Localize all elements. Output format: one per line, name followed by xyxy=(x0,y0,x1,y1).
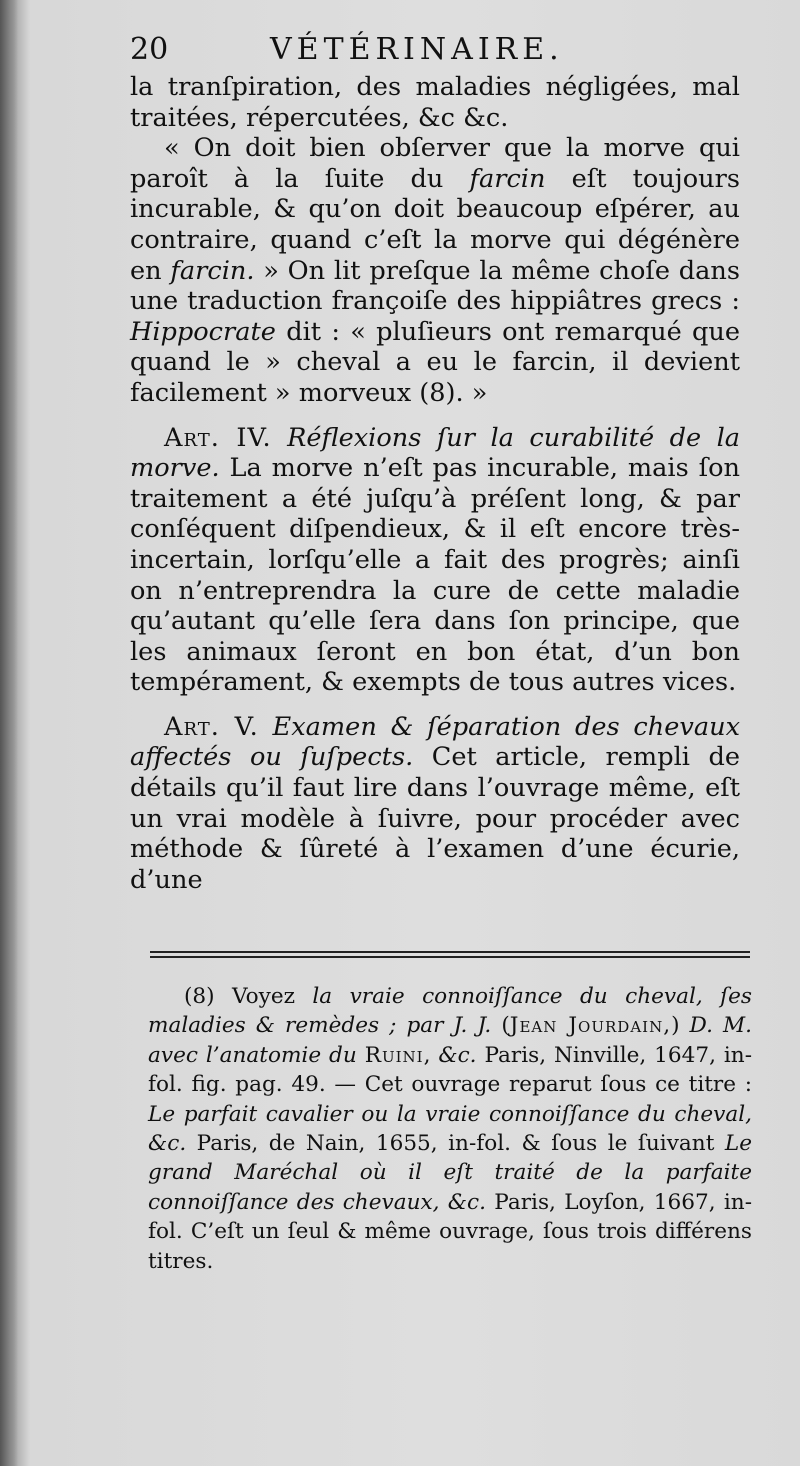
footnote-italic: Le grand Maréchal où il eſt traité de la parfaite connoiſſance des chevaux, &c. xyxy=(148,1131,752,1215)
footnote-text xyxy=(357,1043,365,1068)
footnote-author: Ruini xyxy=(364,1042,424,1068)
quote-text: » On lit preſque la même choſe dans une traduction françoiſe des hippiâtres grecs : xyxy=(130,255,740,317)
paragraph-continuation xyxy=(130,72,740,133)
footnote-text: , xyxy=(423,1042,439,1068)
article-label: Art. V. xyxy=(164,711,259,742)
article-text: La morve n’eſt pas incurable, mais ſon traitement a été juſqu’à préſent long, & par conſéquent diſpendieux, & il eſt encore très-incertain, lorſqu’elle a fait des progrès; ainſi on n’entreprendra la cure de cette maladie qu’autant qu’elle ſera dans ſon principe, que les animaux ſeront en bon état, d’un bon tempérament, & exempts de tous autres vices. xyxy=(130,453,740,698)
paragraph-quote xyxy=(130,133,740,408)
quote-text: « On doit bien obſerver que la morve qui paroît à la ſuite du xyxy=(130,133,740,194)
quote-text: eſt toujours incurable, & qu’on doit beaucoup eſpérer, au contraire, quand c’eſt la morve qui dégénère en xyxy=(130,163,740,286)
page-header xyxy=(130,30,760,70)
footnote-text: ) xyxy=(671,1013,690,1039)
article-title: Réflexions ſur la curabilité de la morve. xyxy=(130,422,741,484)
footnote-italic: D. M. xyxy=(689,1013,752,1039)
italic-term: farcin. xyxy=(170,255,255,286)
footnote-text: ( xyxy=(491,1013,510,1039)
footnote-text: (8) Voyez xyxy=(184,984,313,1009)
footnote-italic: la vraie connoiſſance du cheval, ſes maladies & remèdes ; par J. J. xyxy=(148,984,752,1039)
article-title: Examen & ſéparation des chevaux affectés ou ſuſpects. xyxy=(130,711,740,773)
footnote-8 xyxy=(148,982,752,1276)
footnote-text: Paris, de Nain, 1655, in-fol. & ſous le ſuivant xyxy=(186,1131,725,1157)
page-number: 20 xyxy=(130,32,169,67)
paragraph-text: la tranſpiration, des maladies négligées, mal traitées, répercutées, &c &c. xyxy=(130,72,740,133)
footnote-divider xyxy=(150,951,750,958)
article-5 xyxy=(130,712,740,896)
footnote-italic: &c. xyxy=(438,1042,477,1068)
quote-text: dit : « pluſieurs ont remarqué que quand le » cheval a eu le farcin, il devient facilement » morveux (8). » xyxy=(130,316,740,408)
italic-name: Hippocrate xyxy=(130,316,276,347)
footnote-author: Jean Jourdain, xyxy=(509,1013,672,1039)
running-title: VÉTÉRINAIRE. xyxy=(270,32,564,67)
footnotes xyxy=(148,982,752,1276)
footnote-text: Paris, Ninville, 1647, in-fol. fig. pag. 49. — Cet ouvrage reparut ſous ce titre : xyxy=(148,1042,752,1098)
footnote-italic: Le parfait cavalier ou la vraie connoiſſance du cheval, &c. xyxy=(148,1101,752,1157)
article-label: Art. IV. xyxy=(164,422,272,453)
footnote-text: Paris, Loyſon, 1667, in-fol. C’eſt un ſeul & même ouvrage, ſous trois différens titres. xyxy=(148,1189,753,1274)
article-4 xyxy=(130,423,740,698)
main-text xyxy=(130,72,740,895)
footnote-italic: avec l’anatomie du xyxy=(148,1042,357,1068)
article-text: Cet article, rempli de détails qu’il faut lire dans l’ouvrage même, eſt un vrai modèle à ſuivre, pour procéder avec méthode & ſûreté à l’examen d’une écurie, d’une xyxy=(130,742,740,895)
italic-term: farcin xyxy=(469,163,546,194)
